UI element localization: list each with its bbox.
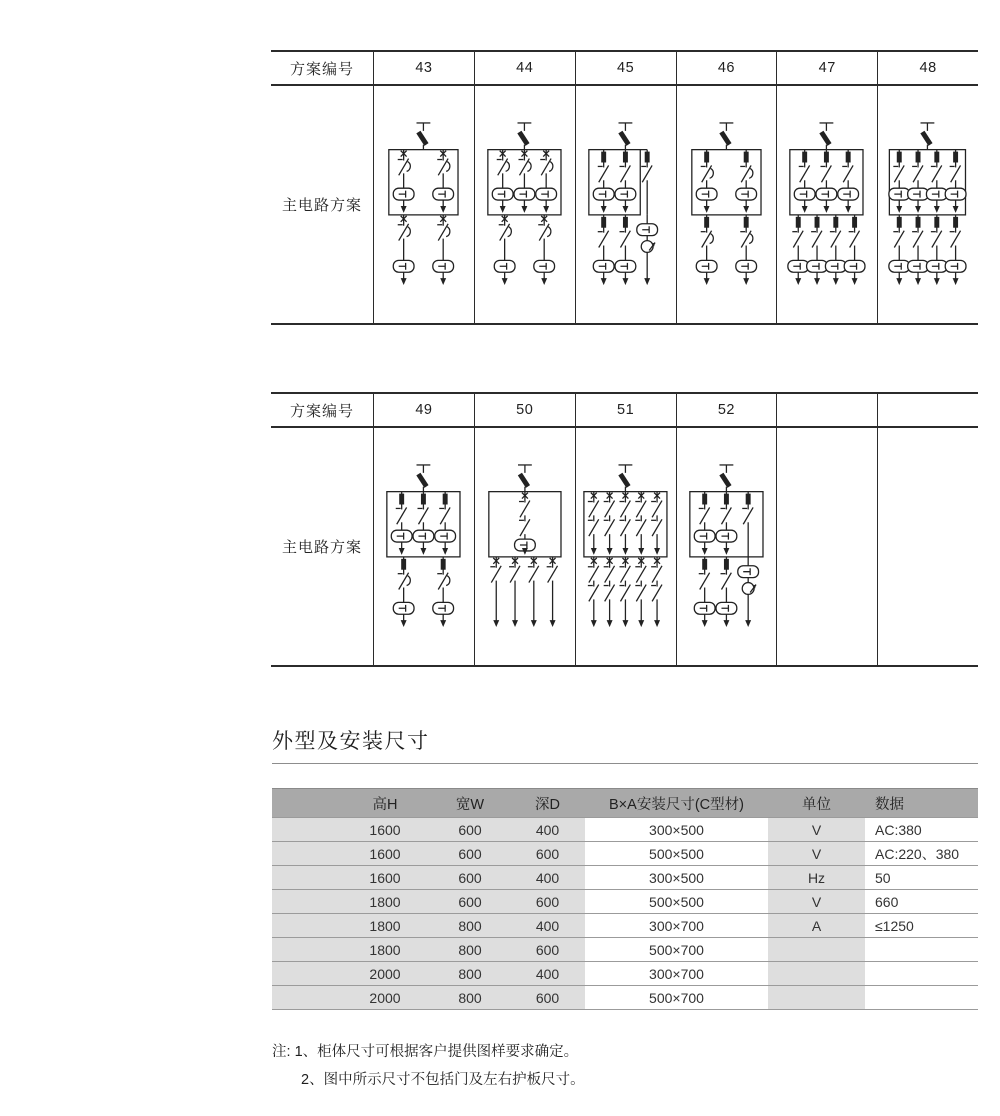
dim-cell: 400 — [510, 818, 585, 842]
dim-cell: 500×700 — [585, 938, 768, 962]
scheme-row-label-body: 主电路方案 — [281, 539, 362, 556]
dim-cell: 2000 — [340, 962, 430, 986]
dim-cell: ≤1250 — [865, 914, 978, 938]
dim-cell: 400 — [510, 962, 585, 986]
note-text-2: 2、图中所示尺寸不包括门及左右护板尺寸。 — [301, 1072, 585, 1088]
note-line-2 — [272, 1066, 585, 1094]
dim-cell — [272, 962, 340, 986]
dim-header-cell: 数据 — [865, 789, 978, 818]
dim-header-cell: B×A安装尺寸(C型材) — [585, 789, 768, 818]
note-text-1: 1、柜体尺寸可根据客户提供图样要求确定。 — [294, 1044, 579, 1060]
dim-cell: 500×700 — [585, 986, 768, 1010]
scheme-number-cell: 51 — [575, 394, 676, 428]
dimensions-table — [272, 788, 978, 1010]
dim-cell: AC:380 — [865, 818, 978, 842]
dim-cell: 800 — [430, 914, 510, 938]
scheme-number-cell: 48 — [877, 52, 978, 86]
dim-header-cell: 单位 — [768, 789, 865, 818]
circuit-diagram-svg — [475, 428, 575, 665]
dim-cell: A — [768, 914, 865, 938]
dim-cell: 660 — [865, 890, 978, 914]
scheme-number-cell: 44 — [474, 52, 575, 86]
dim-cell — [768, 962, 865, 986]
dim-row — [272, 890, 978, 914]
dim-cell: V — [768, 842, 865, 866]
scheme-table-2 — [271, 392, 978, 667]
section-rule — [272, 763, 978, 764]
notes-block — [272, 1038, 585, 1094]
dim-cell — [768, 986, 865, 1010]
circuit-diagram-empty — [877, 428, 978, 665]
dim-cell: 300×500 — [585, 866, 768, 890]
dim-row — [272, 938, 978, 962]
scheme-row-label-header: 方案编号 — [271, 394, 373, 428]
dim-cell: 1800 — [340, 938, 430, 962]
dim-cell: 800 — [430, 962, 510, 986]
circuit-diagram-44 — [474, 86, 575, 323]
circuit-diagram-47 — [776, 86, 877, 323]
scheme-row-label-body: 主电路方案 — [281, 197, 362, 214]
dim-cell: 1600 — [340, 866, 430, 890]
circuit-diagram-51 — [575, 428, 676, 665]
scheme-number-cell: 46 — [676, 52, 777, 86]
circuit-diagram-svg — [777, 428, 877, 665]
circuit-diagram-svg — [374, 86, 474, 323]
dim-header-row — [272, 789, 978, 818]
dim-header-cell: 高H — [340, 789, 430, 818]
dim-cell: 400 — [510, 914, 585, 938]
dim-row — [272, 914, 978, 938]
scheme-number-cell: 45 — [575, 52, 676, 86]
circuit-diagram-svg — [576, 86, 676, 323]
note-prefix: 注: — [272, 1044, 291, 1060]
note-line-1 — [272, 1038, 585, 1066]
dim-cell: 1800 — [340, 914, 430, 938]
dim-cell: 800 — [430, 938, 510, 962]
dim-header-cell: 宽W — [430, 789, 510, 818]
circuit-diagram-svg — [777, 86, 877, 323]
scheme-number-cell — [776, 394, 877, 428]
scheme-number-cell: 52 — [676, 394, 777, 428]
dim-row — [272, 818, 978, 842]
circuit-diagram-45 — [575, 86, 676, 323]
dim-cell — [865, 986, 978, 1010]
dim-cell: 600 — [430, 842, 510, 866]
dim-cell: 300×700 — [585, 914, 768, 938]
dim-cell: 600 — [510, 938, 585, 962]
dim-cell: V — [768, 890, 865, 914]
dim-cell: 2000 — [340, 986, 430, 1010]
dim-cell — [865, 938, 978, 962]
dim-cell — [272, 986, 340, 1010]
dim-cell — [272, 938, 340, 962]
dim-cell: Hz — [768, 866, 865, 890]
circuit-diagram-49 — [373, 428, 474, 665]
circuit-diagram-svg — [878, 428, 978, 665]
circuit-diagram-svg — [677, 428, 777, 665]
dim-row — [272, 962, 978, 986]
dim-cell: 50 — [865, 866, 978, 890]
dim-header-cell — [272, 789, 340, 818]
circuit-diagram-empty — [776, 428, 877, 665]
dim-cell: 600 — [430, 890, 510, 914]
scheme-number-cell: 49 — [373, 394, 474, 428]
dim-cell — [272, 818, 340, 842]
dim-cell: 600 — [430, 818, 510, 842]
dim-cell: V — [768, 818, 865, 842]
circuit-diagram-svg — [576, 428, 676, 665]
dim-cell — [272, 842, 340, 866]
dim-cell: 600 — [510, 986, 585, 1010]
dim-cell: 600 — [430, 866, 510, 890]
dim-cell: 500×500 — [585, 842, 768, 866]
section-title: 外型及安装尺寸 — [272, 730, 430, 753]
scheme-row-label-header: 方案编号 — [271, 52, 373, 86]
circuit-diagram-svg — [878, 86, 978, 323]
dim-cell: 1600 — [340, 818, 430, 842]
dim-cell: 1800 — [340, 890, 430, 914]
dim-cell: 400 — [510, 866, 585, 890]
scheme-number-cell: 47 — [776, 52, 877, 86]
scheme-number-cell: 50 — [474, 394, 575, 428]
circuit-diagram-svg — [677, 86, 777, 323]
dim-cell — [768, 938, 865, 962]
scheme-number-cell — [877, 394, 978, 428]
circuit-diagram-46 — [676, 86, 777, 323]
dim-cell: 500×500 — [585, 890, 768, 914]
dim-cell — [865, 962, 978, 986]
dim-cell: 300×500 — [585, 818, 768, 842]
circuit-diagram-svg — [475, 86, 575, 323]
circuit-diagram-43 — [373, 86, 474, 323]
dim-cell: 300×700 — [585, 962, 768, 986]
dim-cell — [272, 914, 340, 938]
dim-cell — [272, 866, 340, 890]
scheme-table-1 — [271, 50, 978, 325]
circuit-diagram-52 — [676, 428, 777, 665]
dim-row — [272, 866, 978, 890]
dim-cell: 600 — [510, 890, 585, 914]
dim-cell: AC:220、380 — [865, 842, 978, 866]
dim-row — [272, 986, 978, 1010]
dim-cell: 800 — [430, 986, 510, 1010]
scheme-number-cell: 43 — [373, 52, 474, 86]
circuit-diagram-48 — [877, 86, 978, 323]
dim-cell — [272, 890, 340, 914]
dim-cell: 600 — [510, 842, 585, 866]
circuit-diagram-50 — [474, 428, 575, 665]
dim-row — [272, 842, 978, 866]
circuit-diagram-svg — [374, 428, 474, 665]
dim-cell: 1600 — [340, 842, 430, 866]
dim-header-cell: 深D — [510, 789, 585, 818]
